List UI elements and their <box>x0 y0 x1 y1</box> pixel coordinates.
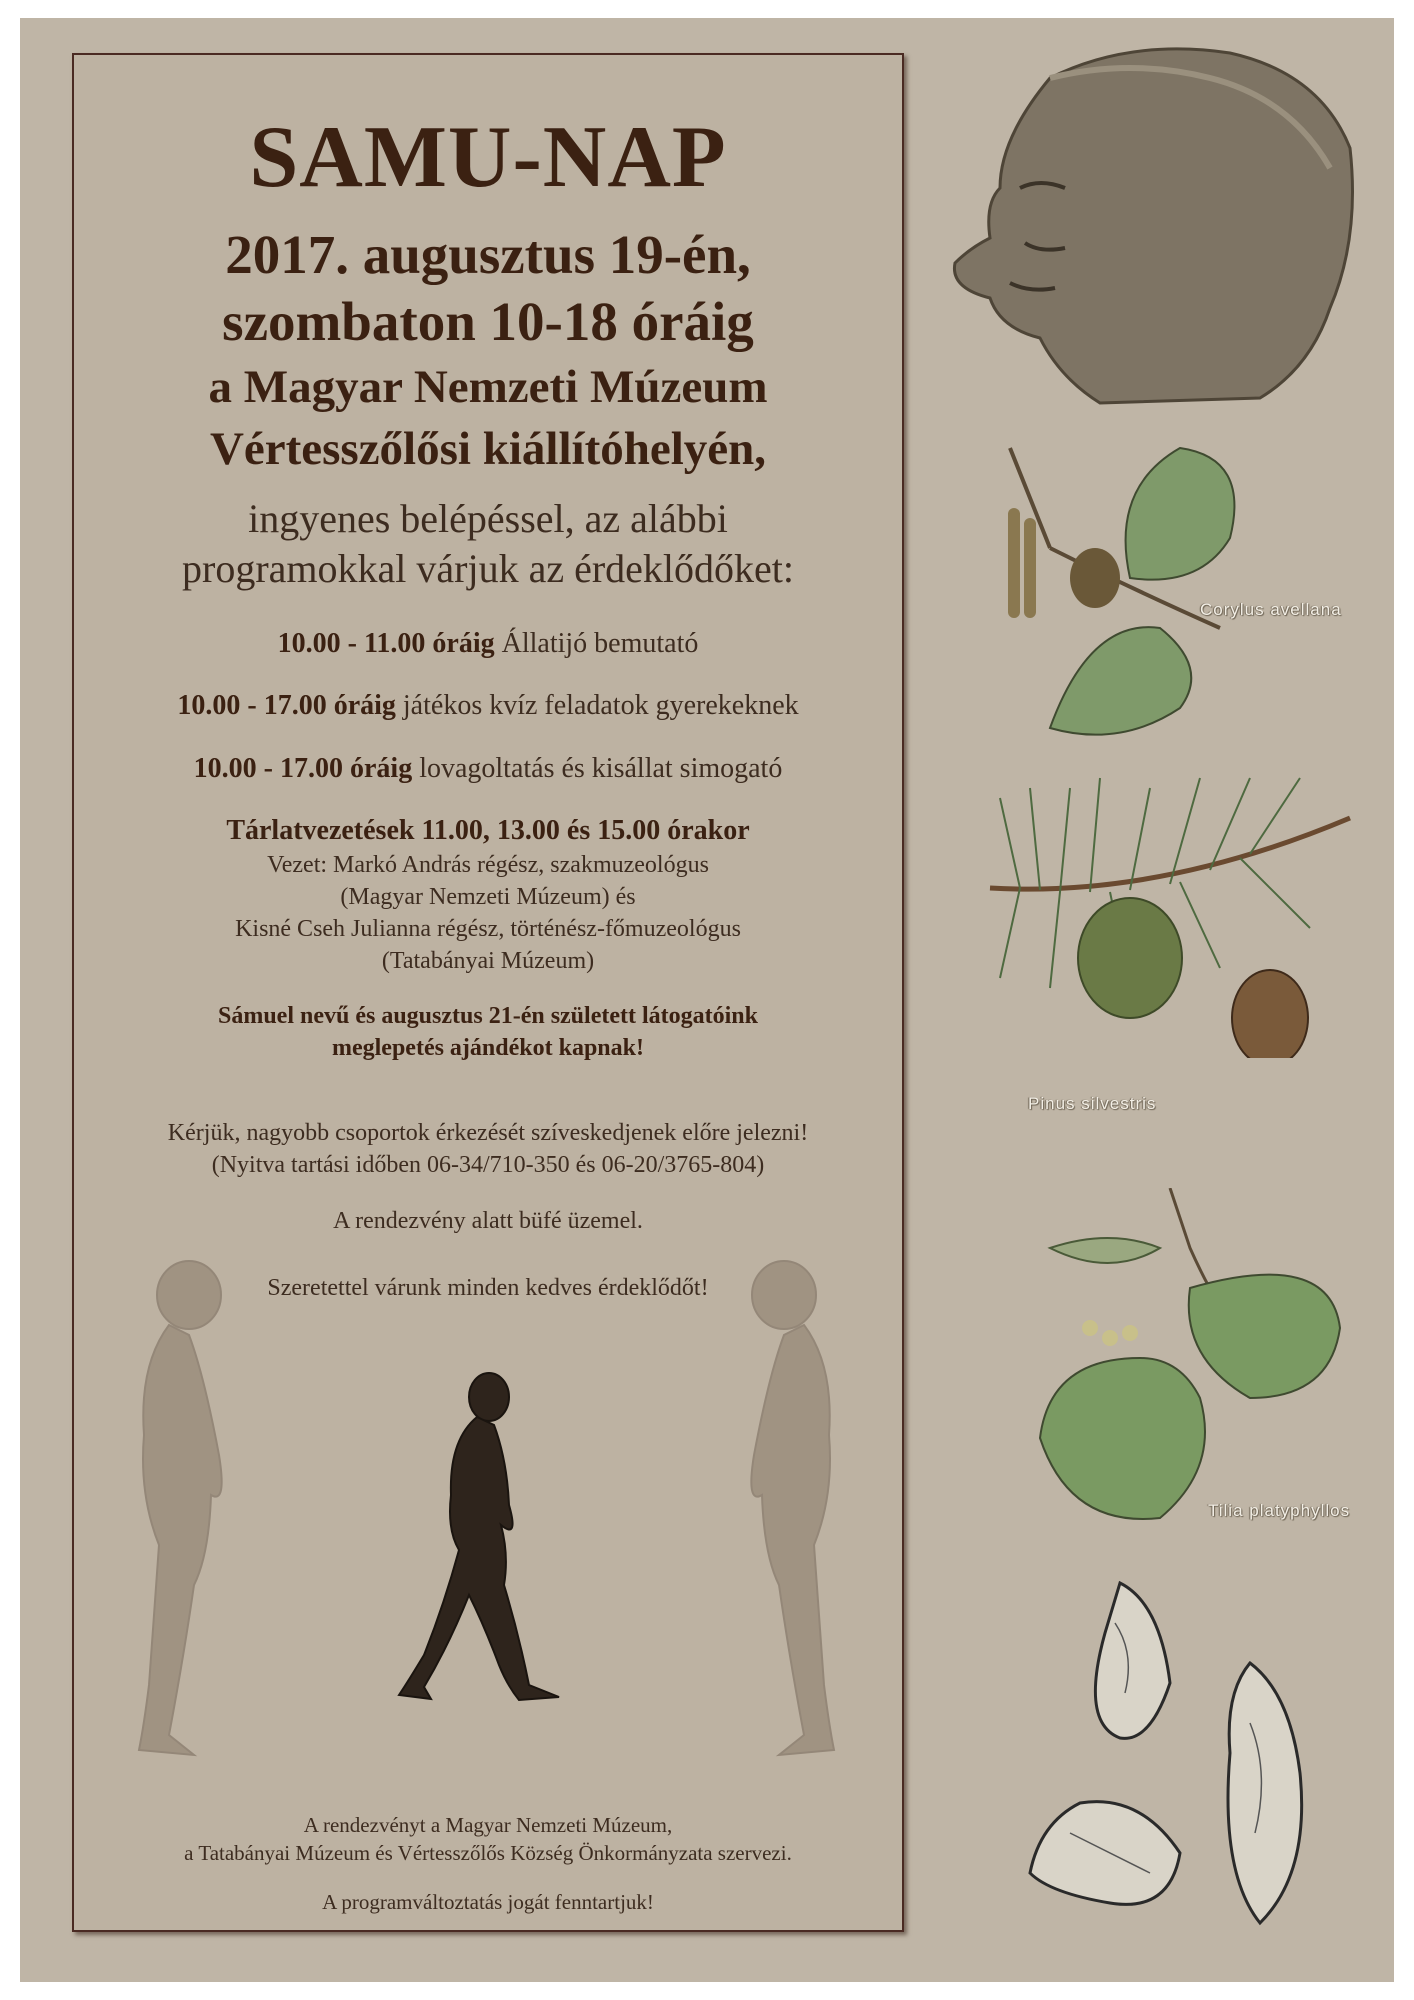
skull-sculpture-illustration <box>930 38 1370 408</box>
program-item: 10.00 - 17.00 óráig játékos kvíz feladatok gyerekeknek <box>177 690 799 721</box>
welcome-note: Szeretettel várunk minden kedves érdeklődőt! <box>267 1275 709 1301</box>
venue-line-1: a Magyar Nemzeti Múzeum <box>208 361 768 413</box>
venue-line-2: Vértesszőlősi kiállítóhelyén, <box>209 423 767 475</box>
corylus-label: Corylus avellana <box>1200 600 1342 619</box>
walking-hominid-illustration <box>369 1365 579 1725</box>
groups-line-1: Kérjük, nagyobb csoportok érkezését szíveskedjenek előre jelezni! <box>167 1120 809 1146</box>
groups-line-2: (Nyitva tartási időben 06-34/710-350 és 06-20/3765-804) <box>211 1152 765 1178</box>
tours-line: (Tatabányai Múzeum) <box>381 948 595 974</box>
tours-title: Tárlatvezetések 11.00, 13.00 és 15.00 órakor <box>226 815 750 846</box>
pinus-branch-illustration <box>980 758 1360 1058</box>
pinus-label: Pinus silvestris <box>1028 1094 1157 1113</box>
corylus-branch-illustration <box>980 428 1300 758</box>
disclaimer: A programváltoztatás jogát fenntartjuk! <box>322 1890 654 1914</box>
tours-line: (Magyar Nemzeti Múzeum) és <box>340 884 636 910</box>
gift-line-2: meglepetés ajándékot kapnak! <box>331 1035 644 1061</box>
event-time: szombaton 10-18 óráig <box>222 291 754 352</box>
gift-line-1: Sámuel nevű és augusztus 21-én született látogatóink <box>217 1003 758 1029</box>
event-title: SAMU-NAP <box>249 109 727 206</box>
event-date: 2017. augusztus 19-én, <box>225 224 751 285</box>
tours-line: Kisné Cseh Julianna régész, történész-főmuzeológus <box>235 916 741 942</box>
faded-hominid-left-illustration <box>99 1255 249 1775</box>
intro-line-1: ingyenes belépéssel, az alábbi <box>248 496 728 541</box>
poster <box>20 18 1394 1982</box>
tilia-branch-illustration <box>1030 1188 1360 1548</box>
faded-hominid-right-illustration <box>724 1255 874 1775</box>
intro-line-2: programokkal várjuk az érdeklődőket: <box>182 546 794 591</box>
program-item: 10.00 - 17.00 óráig lovagoltatás és kisállat simogató <box>193 753 783 784</box>
tours-line: Vezet: Markó András régész, szakmuzeológus <box>267 852 709 878</box>
buffet-note: A rendezvény alatt büfé üzemel. <box>333 1208 643 1234</box>
organizer-line-2: a Tatabányai Múzeum és Vértesszőlős Község Önkormányzata szervezi. <box>184 1841 792 1865</box>
info-panel <box>72 53 904 1932</box>
organizer-line-1: A rendezvényt a Magyar Nemzeti Múzeum, <box>303 1813 673 1837</box>
program-item: 10.00 - 11.00 óráig Állatijó bemutató <box>277 628 699 659</box>
stone-tools-illustration <box>1010 1573 1370 1953</box>
tilia-label: Tilia platyphyllos <box>1208 1501 1351 1520</box>
